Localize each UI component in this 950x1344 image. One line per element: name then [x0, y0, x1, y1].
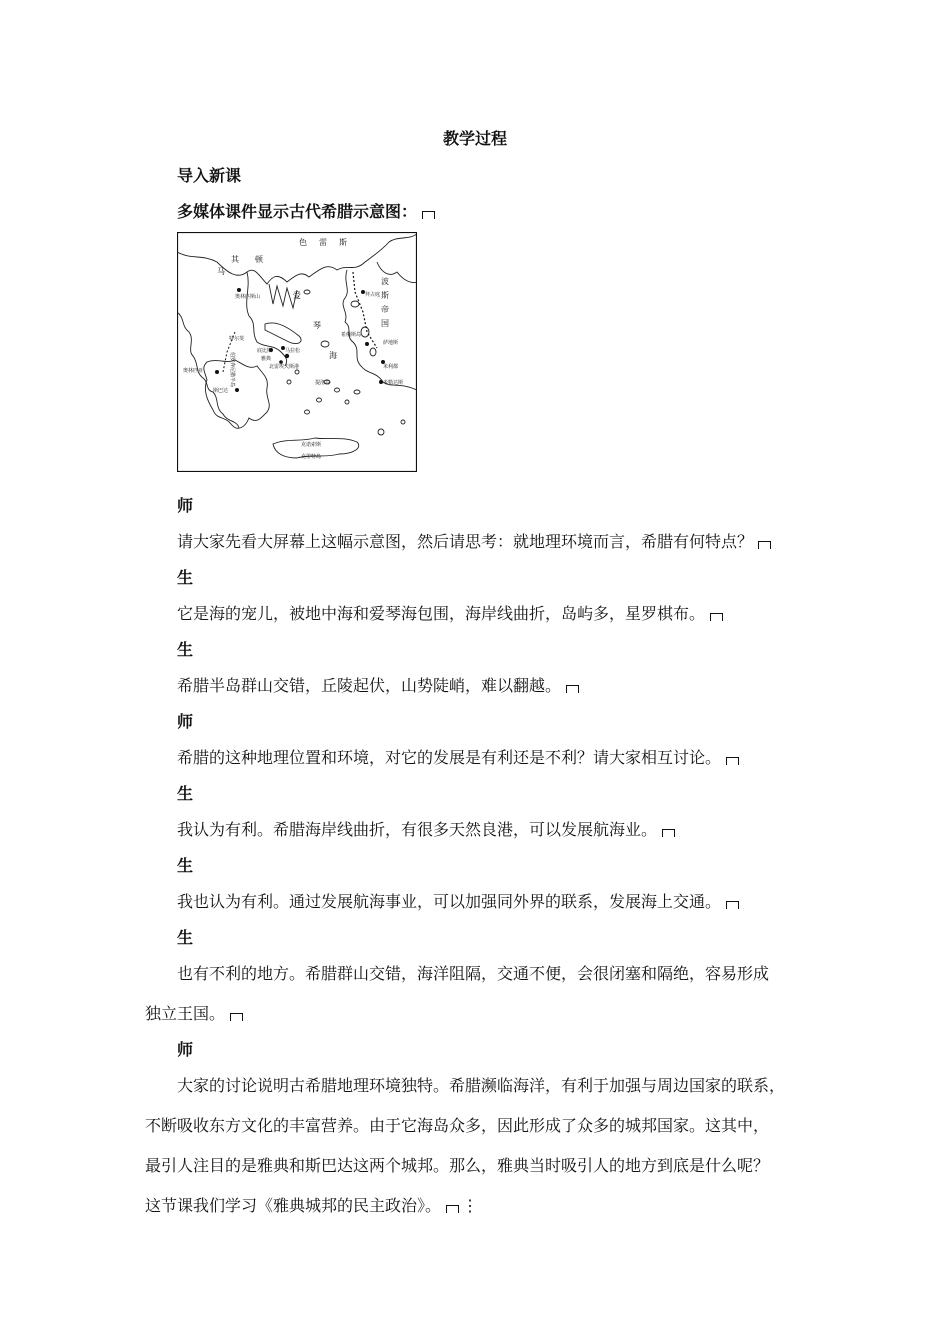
dialogue-text: 也有不利的地方。希腊群山交错，海洋阻隔，交通不便，会很闭塞和隔绝，容易形成: [177, 964, 770, 983]
page-title: 教学过程: [442, 129, 507, 148]
dialogue-text: 这节课我们学习《雅典城邦的民主政治》。 ⋮: [145, 1196, 479, 1215]
map-label: 雅典: [261, 356, 272, 362]
map-label: 特尔斐: [229, 336, 245, 342]
map-label: 色: [299, 238, 307, 247]
map-label: 克里特岛: [301, 454, 322, 460]
speaker-label: 生: [177, 568, 194, 587]
paragraph-mark-icon: [566, 685, 579, 693]
paragraph-mark-icon: [726, 901, 739, 909]
map-label: 奥林匹斯山: [235, 294, 261, 300]
speaker-label: 师: [177, 496, 194, 515]
map-label: 拜占庭: [365, 292, 381, 298]
map-label: 斯: [339, 238, 347, 247]
map-label: 米利都: [383, 364, 399, 370]
paragraph-mark-icon: [230, 1013, 243, 1021]
speaker-label: 师: [177, 1040, 194, 1059]
map-caption: 多媒体课件显示古代希腊示意图：: [177, 199, 435, 222]
dialogue-text: 希腊的这种地理位置和环境，对它的发展是有利还是不利？请大家相互讨论。: [177, 745, 739, 768]
paragraph-mark-icon: [662, 829, 675, 837]
ancient-greece-map: [177, 232, 417, 472]
map-label: 波: [381, 277, 389, 286]
dialogue-text: 它是海的宠儿，被地中海和爱琴海包围，海岸线曲折，岛屿多，星罗棋布。: [177, 601, 723, 624]
map-label: 伯罗奔尼撒半岛: [229, 352, 235, 388]
map-label: 国: [381, 319, 389, 328]
map-label: 斯: [381, 291, 389, 300]
map-label: 希俄斯岛: [341, 332, 362, 338]
paragraph-mark-icon: [710, 613, 723, 621]
dialogue-text: 最引人注目的是雅典和斯巴达这两个城邦。那么，雅典当时吸引人的地方到底是什么呢？: [145, 1156, 770, 1175]
dialogue-text: 我也认为有利。通过发展航海事业，可以加强同外界的联系，发展海上交通。: [177, 889, 739, 912]
map-label: 其: [231, 255, 239, 264]
paragraph-mark-icon: [446, 1205, 459, 1213]
map-label: 马拉松: [285, 348, 301, 354]
map-label: 马: [217, 267, 225, 276]
paragraph-mark-icon: [758, 541, 771, 549]
paragraph-mark-icon: [422, 211, 435, 219]
paragraph-mark-icon: [726, 757, 739, 765]
dialogue-text: 独立王国。: [145, 1001, 243, 1024]
map-label: 奥林匹亚: [183, 368, 204, 374]
map-label: 米勒达斯: [383, 380, 404, 386]
section-heading: 导入新课: [177, 166, 242, 185]
map-label: 帝: [381, 305, 389, 314]
map-label: 克诺索斯: [301, 442, 322, 448]
speaker-label: 生: [177, 928, 194, 947]
dialogue-text: 不断吸收东方文化的丰富营养。由于它海岛众多，因此形成了众多的城邦国家。这其中，: [145, 1116, 770, 1135]
map-label: 海: [329, 351, 337, 360]
speaker-label: 生: [177, 856, 194, 875]
map-label: 提洛岛: [315, 380, 331, 386]
map-label: 底比斯: [257, 348, 273, 354]
map-label: 斯巴达: [213, 388, 229, 394]
map-label: 琴: [313, 321, 321, 330]
speaker-label: 生: [177, 784, 194, 803]
map-label: 北雷埃夫斯港: [269, 364, 300, 370]
dialogue-text: 希腊半岛群山交错，丘陵起伏，山势陡峭，难以翻越。: [177, 673, 579, 696]
dialogue-text: 大家的讨论说明古希腊地理环境独特。希腊濒临海洋，有利于加强与周边国家的联系，: [177, 1076, 786, 1095]
map-label: 爱: [293, 291, 301, 300]
vertical-ellipsis-icon: ⋮: [462, 1196, 479, 1215]
speaker-label: 生: [177, 640, 194, 659]
map-label: 顿: [255, 255, 263, 264]
dialogue-text: 请大家先看大屏幕上这幅示意图，然后请思考：就地理环境而言，希腊有何特点？: [177, 529, 771, 552]
dialogue-text: 我认为有利。希腊海岸线曲折，有很多天然良港，可以发展航海业。: [177, 817, 675, 840]
speaker-label: 师: [177, 712, 194, 731]
map-label: 雷: [319, 238, 327, 247]
map-label: 萨地斯: [383, 340, 399, 346]
